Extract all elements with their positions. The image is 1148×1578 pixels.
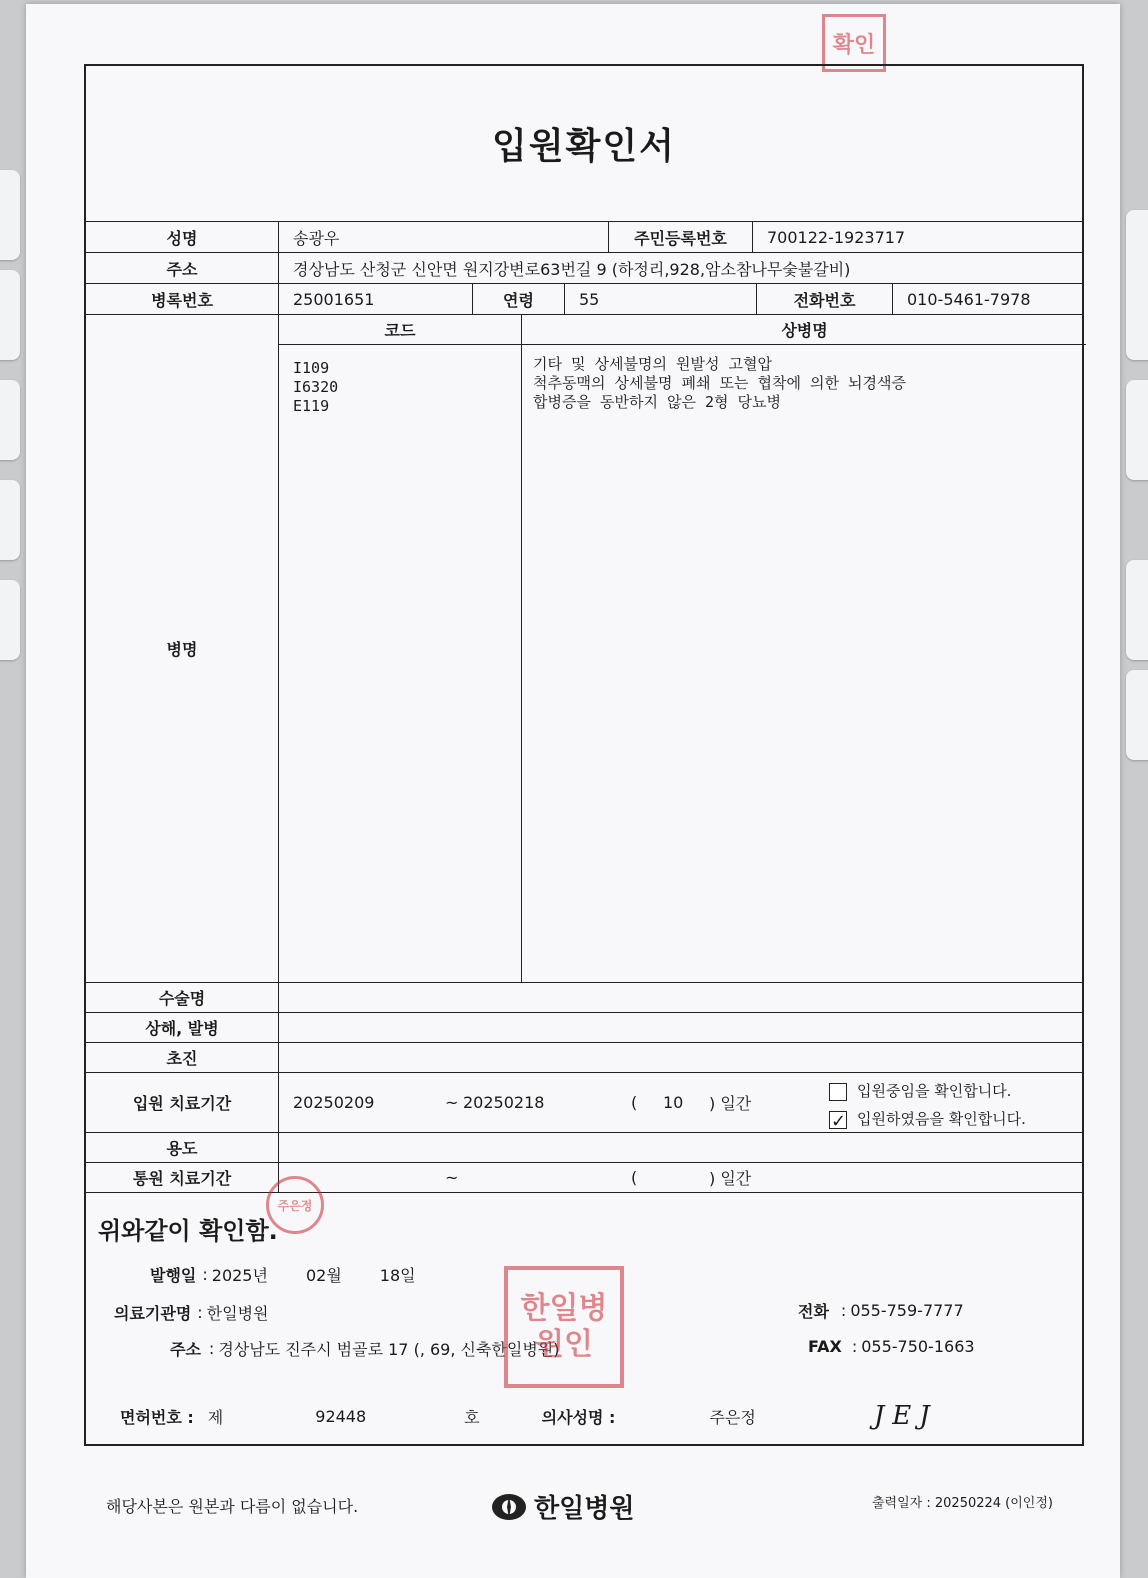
admission-tilde: ~ bbox=[445, 1093, 459, 1112]
institution-address bbox=[170, 1337, 560, 1360]
institution-fax bbox=[808, 1337, 975, 1356]
issue-date-label: 발행일 bbox=[150, 1266, 197, 1285]
discharged-checkbox[interactable] bbox=[829, 1110, 847, 1132]
institution-fax-value: 055-750-1663 bbox=[861, 1337, 975, 1356]
code-item: I109 bbox=[293, 359, 330, 377]
surgery-value bbox=[278, 983, 1086, 1012]
option-discharged[interactable] bbox=[829, 1105, 1026, 1133]
outpatient-days-suffix: ) 일간 bbox=[709, 1169, 752, 1188]
outpatient-open-paren: ( bbox=[631, 1168, 638, 1187]
disease-name-item: 기타 및 상세불명의 원발성 고혈압 bbox=[533, 355, 772, 373]
surgery-label: 수술명 bbox=[158, 989, 206, 1008]
institution-phone bbox=[798, 1299, 964, 1322]
top-red-stamp: 확인 bbox=[822, 14, 886, 72]
purpose-value bbox=[278, 1133, 1086, 1162]
address-row bbox=[86, 253, 1082, 284]
admission-end: 20250218 bbox=[463, 1093, 545, 1112]
name-row bbox=[86, 222, 1082, 253]
diagnosis-table bbox=[278, 315, 1086, 982]
admission-period-value bbox=[278, 1073, 1086, 1132]
age-label: 연령 bbox=[472, 284, 564, 314]
option-discharged-label: 입원하였음을 확인합니다. bbox=[857, 1110, 1026, 1128]
diagnosis-block bbox=[86, 315, 1082, 983]
admission-start: 20250209 bbox=[293, 1093, 375, 1112]
code-list bbox=[293, 359, 338, 416]
phone-label: 전화번호 bbox=[756, 284, 892, 314]
outpatient-period-value bbox=[278, 1163, 1086, 1192]
institution-value: 한일병원 bbox=[206, 1304, 269, 1323]
keyboard-key bbox=[0, 170, 20, 260]
small-red-seal: 주은정 bbox=[266, 1176, 324, 1234]
license-number: 92448 bbox=[315, 1406, 367, 1426]
record-row bbox=[86, 284, 1082, 315]
disease-name-item: 척추동맥의 상세불명 폐쇄 또는 협착에 의한 뇌경색증 bbox=[533, 374, 906, 392]
diagnosis-label: 병명 bbox=[166, 640, 198, 659]
code-item: I6320 bbox=[293, 378, 339, 396]
institution-address-colon: : bbox=[208, 1339, 215, 1358]
first-visit-label: 초진 bbox=[166, 1049, 198, 1068]
admission-days-suffix: ) 일간 bbox=[709, 1094, 752, 1113]
hospital-logo bbox=[490, 1488, 634, 1525]
disease-name-header: 상병명 bbox=[521, 315, 1087, 344]
issue-day: 18일 bbox=[379, 1266, 416, 1285]
confirm-text: 위와같이 확인함. bbox=[98, 1217, 278, 1245]
injury-label: 상해, 발병 bbox=[145, 1019, 219, 1038]
issue-date bbox=[150, 1263, 416, 1286]
admission-period-label: 입원 치료기간 bbox=[132, 1094, 232, 1113]
option-in-hospital-label: 입원중임을 확인합니다. bbox=[857, 1082, 1012, 1100]
institution-fax-label: FAX bbox=[808, 1337, 842, 1356]
keyboard-key bbox=[1126, 210, 1148, 360]
certificate-form bbox=[84, 64, 1084, 1446]
address-label: 주소 bbox=[166, 259, 198, 279]
institution-phone-colon: : bbox=[840, 1301, 847, 1320]
outpatient-tilde: ~ bbox=[445, 1168, 459, 1187]
institution-label: 의료기관명 bbox=[114, 1304, 192, 1323]
admission-certificate-paper bbox=[26, 4, 1120, 1578]
institution-address-label: 주소 bbox=[170, 1340, 201, 1359]
age-value: 55 bbox=[564, 284, 756, 314]
injury-row bbox=[86, 1013, 1082, 1043]
disease-name-item: 합병증을 동반하지 않은 2형 당뇨병 bbox=[533, 393, 782, 411]
phone-value: 010-5461-7978 bbox=[892, 284, 1086, 314]
admission-open-paren: ( bbox=[631, 1093, 638, 1112]
admission-days: 10 bbox=[663, 1093, 684, 1112]
admission-period-row bbox=[86, 1073, 1082, 1133]
code-item: E119 bbox=[293, 397, 330, 415]
issue-month: 02월 bbox=[305, 1266, 342, 1285]
institution-phone-value: 055-759-7777 bbox=[850, 1301, 964, 1320]
institution-address-value: 경상남도 진주시 범골로 17 (, 69, 신축한일병원) bbox=[218, 1340, 560, 1359]
disease-name-list bbox=[533, 355, 906, 412]
injury-value bbox=[278, 1013, 1086, 1042]
rrn-label: 주민등록번호 bbox=[608, 222, 752, 252]
keyboard-key bbox=[1126, 560, 1148, 660]
keyboard-key bbox=[0, 580, 20, 660]
outpatient-period-row bbox=[86, 1163, 1082, 1193]
keyboard-key bbox=[1126, 670, 1148, 760]
patient-address: 경상남도 산청군 신안면 원지강변로63번길 9 (하정리,928,암소참나무숯불갈비) bbox=[278, 253, 1086, 283]
license-line bbox=[120, 1401, 1060, 1431]
doctor-name: 주은정 bbox=[709, 1407, 756, 1427]
hospital-red-seal: 한일병원인 bbox=[504, 1266, 624, 1388]
page-title: 입원확인서 bbox=[86, 66, 1082, 222]
keyboard-key bbox=[1126, 380, 1148, 480]
name-label: 성명 bbox=[166, 228, 198, 248]
surgery-row bbox=[86, 983, 1082, 1013]
copy-note: 해당사본은 원본과 다름이 없습니다. bbox=[106, 1497, 359, 1516]
record-no-label: 병록번호 bbox=[151, 290, 213, 310]
print-date: 출력일자 : 20250224 (이인정) bbox=[872, 1496, 1053, 1511]
diagnosis-header bbox=[279, 315, 1086, 345]
outpatient-period-label: 통원 치료기간 bbox=[132, 1169, 232, 1188]
patient-name: 송광우 bbox=[278, 222, 608, 252]
license-label: 면허번호 : bbox=[120, 1407, 194, 1427]
keyboard-key bbox=[0, 480, 20, 560]
code-header: 코드 bbox=[384, 321, 416, 340]
institution-name bbox=[114, 1301, 269, 1324]
institution-fax-colon: : bbox=[851, 1337, 858, 1356]
admission-options bbox=[829, 1077, 1026, 1133]
code-column-divider bbox=[521, 345, 522, 983]
hospital-logo-text: 한일병원 bbox=[534, 1494, 635, 1524]
first-visit-value bbox=[278, 1043, 1086, 1072]
hospital-logo-icon bbox=[490, 1492, 528, 1522]
institution-phone-label: 전화 bbox=[798, 1302, 829, 1321]
license-prefix: 제 bbox=[207, 1407, 224, 1427]
record-no-value: 25001651 bbox=[278, 284, 472, 314]
institution-colon: : bbox=[197, 1303, 203, 1322]
keyboard-key bbox=[0, 270, 20, 360]
doctor-label: 의사성명 : bbox=[541, 1407, 616, 1427]
license-suffix: 호 bbox=[464, 1407, 480, 1427]
rrn-value: 700122-1923717 bbox=[752, 222, 1086, 252]
keyboard-key bbox=[0, 380, 20, 460]
first-visit-row bbox=[86, 1043, 1082, 1073]
purpose-row bbox=[86, 1133, 1082, 1163]
issue-colon: : bbox=[202, 1265, 208, 1284]
issue-year: 2025년 bbox=[211, 1266, 268, 1285]
checkmark-icon: ✓ bbox=[831, 1110, 847, 1132]
purpose-label: 용도 bbox=[166, 1139, 198, 1158]
option-in-hospital[interactable] bbox=[829, 1077, 1026, 1105]
in-hospital-checkbox[interactable] bbox=[829, 1083, 847, 1101]
doctor-signature: JEJ bbox=[873, 1401, 938, 1431]
